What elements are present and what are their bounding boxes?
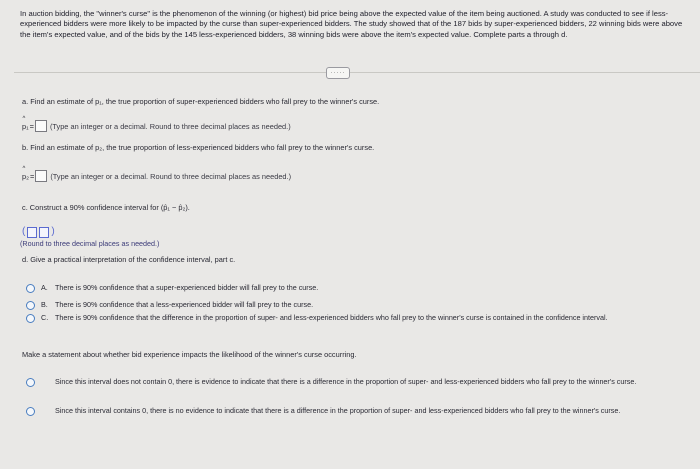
p1-answer-input[interactable] xyxy=(35,120,47,132)
part-a-answer-row xyxy=(22,120,291,132)
part-a-question: a. Find an estimate of p₁, the true proportion of super-experienced bidders who fall prey to the winner's curse. xyxy=(22,97,380,106)
part-d-option-c[interactable] xyxy=(26,313,676,323)
statement-option-1[interactable] xyxy=(26,377,678,387)
radio-icon[interactable] xyxy=(26,407,35,416)
part-d-option-a[interactable] xyxy=(26,283,318,293)
statement-prompt: Make a statement about whether bid experience impacts the likelihood of the winner's curse occurring. xyxy=(22,350,357,359)
divider xyxy=(14,72,700,73)
option-letter: C. xyxy=(41,313,49,322)
interval-lower-input[interactable] xyxy=(27,227,37,238)
part-b-answer-row xyxy=(22,170,291,182)
p2-answer-input[interactable] xyxy=(35,170,47,182)
expand-more-button[interactable]: ····· xyxy=(326,67,350,79)
part-d-question: d. Give a practical interpretation of the confidence interval, part c. xyxy=(22,255,236,264)
part-b-question: b. Find an estimate of p₂, the true proportion of less-experienced bidders who fall prey to the winner's curse. xyxy=(22,143,375,152)
radio-icon[interactable] xyxy=(26,378,35,387)
equals-sign: = xyxy=(29,171,35,181)
equals-sign: = xyxy=(29,121,34,131)
part-d-option-b[interactable] xyxy=(26,300,313,310)
radio-icon[interactable] xyxy=(26,301,35,310)
option-text: There is 90% confidence that a less-experienced bidder will fall prey to the curse. xyxy=(55,300,314,309)
interval-upper-input[interactable] xyxy=(39,227,49,238)
option-letter: A. xyxy=(41,283,48,292)
problem-statement: In auction bidding, the "winner's curse" is the phenomenon of the winning (or highest) bid price being above the expected value of the item being auctioned. A study was conducted to see if less-experienced bidders were more likely to be impacted by the curse than super-experienced bidders. The study showed that of the 187 bids by super-experienced bidders, 22 winning bids were above the item's expected value, and of the bids by the 145 less-experienced bidders, 38 winning bids were above the item's expected value. Complete parts a through d. xyxy=(20,9,683,39)
option-text: There is 90% confidence that the difference in the proportion of super- and less-experienced bidders who fall prey to the winner's curse is contained in the confidence interval. xyxy=(55,313,608,322)
confidence-interval-input xyxy=(22,227,55,238)
part-b-hint: (Type an integer or a decimal. Round to three decimal places as needed.) xyxy=(50,171,292,181)
open-paren-icon: ( xyxy=(22,226,26,237)
radio-icon[interactable] xyxy=(26,314,35,323)
option-text: Since this interval does not contain 0, there is evidence to indicate that there is a difference in the proportion of super- and less-experienced bidders who fall prey to the winner's curse. xyxy=(55,377,637,386)
option-letter: B. xyxy=(41,300,48,309)
p1-hat-label: ^ p₁ xyxy=(22,122,29,131)
statement-option-2[interactable] xyxy=(26,406,678,416)
part-c-round-note: (Round to three decimal places as needed.) xyxy=(20,239,160,248)
part-a-hint: (Type an integer or a decimal. Round to three decimal places as needed.) xyxy=(49,121,291,131)
p2-hat-label: ^ p₂ xyxy=(22,172,29,181)
option-text: Since this interval contains 0, there is no evidence to indicate that there is a difference in the proportion of super- and less-experienced bidders who fall prey to the winner's curse. xyxy=(55,406,621,415)
option-text: There is 90% confidence that a super-experienced bidder will fall prey to the curse. xyxy=(55,283,319,292)
close-paren-icon: ) xyxy=(51,226,55,237)
part-c-question: c. Construct a 90% confidence interval for (p̂₁ − p̂₂). xyxy=(22,203,190,212)
radio-icon[interactable] xyxy=(26,284,35,293)
